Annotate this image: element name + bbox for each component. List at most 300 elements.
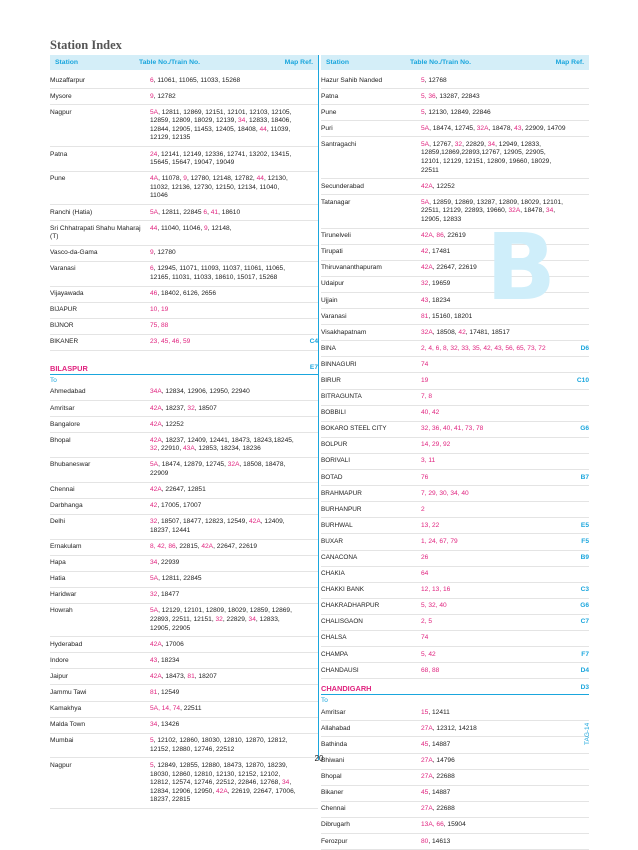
train-numbers: , 12549 [157, 688, 180, 696]
station-row [321, 631, 589, 647]
train-numbers: , 18473, [161, 672, 188, 680]
station-name: Visakhapatnam [321, 328, 367, 336]
station-name: Patna [321, 92, 339, 100]
map-ref [298, 461, 318, 478]
map-ref: C10 [576, 376, 589, 384]
map-ref: F7 [581, 650, 589, 658]
station-name: BINNAGURI [321, 360, 357, 368]
train-numbers: , 12782 [153, 92, 176, 100]
station-name: Sri Chhatrapati Shahu Maharaj (T) [50, 224, 141, 241]
station-name: CHALSA [321, 634, 347, 642]
table-train-numbers [421, 393, 569, 402]
table-number: 1, 24, 67, 79 [421, 537, 458, 545]
table-number: 32 [150, 518, 158, 526]
station-name: Amritsar [50, 404, 75, 412]
station-name: BRAHMAPUR [321, 489, 362, 497]
table-train-numbers [421, 345, 569, 354]
table-number: 42 [421, 248, 429, 256]
map-ref [298, 575, 318, 584]
table-train-numbers [421, 506, 569, 515]
map-ref [569, 264, 589, 273]
train-numbers: , 22647, 22619 [432, 264, 477, 272]
station-row [50, 303, 318, 319]
station-name: Kamakhya [50, 705, 82, 713]
map-ref [298, 486, 318, 495]
train-numbers: , 22909, 14709 [521, 124, 566, 132]
station-row [321, 786, 589, 802]
table-number: 45 [421, 789, 429, 797]
table-number: 34 [150, 559, 158, 567]
table-number: 27A [421, 805, 433, 813]
map-ref [569, 141, 589, 175]
table-train-numbers [421, 570, 569, 579]
station-row [50, 433, 318, 458]
table-train-numbers [150, 249, 298, 258]
table-train-numbers [421, 361, 569, 370]
table-number: 5 [421, 108, 425, 116]
station-row [50, 718, 318, 734]
table-number: 43A [183, 445, 195, 453]
station-name: Bathinda [321, 740, 348, 748]
table-number: 10, 19 [150, 306, 169, 314]
table-train-numbers [421, 667, 569, 676]
station-row [321, 73, 589, 89]
table-number: 46 [150, 290, 158, 298]
table-number: 32 [454, 140, 463, 148]
station-row [50, 287, 318, 303]
table-number: 2, 5 [421, 618, 432, 626]
table-train-numbers [421, 805, 569, 814]
station-row [50, 515, 318, 540]
table-train-numbers [150, 486, 298, 495]
station-name: BINA [321, 344, 336, 352]
map-ref [569, 248, 589, 257]
table-number: 41 [210, 208, 219, 216]
table-train-numbers [150, 737, 298, 754]
station-row [50, 669, 318, 685]
table-number: 4A [150, 175, 159, 183]
table-train-numbers [421, 773, 569, 782]
station-name: Jammu Tawi [50, 688, 87, 696]
map-ref [569, 313, 589, 322]
train-numbers: , 22619 [443, 232, 466, 240]
map-ref [569, 634, 589, 643]
map-ref [298, 249, 318, 258]
table-train-numbers [421, 741, 569, 750]
map-ref [569, 329, 589, 338]
map-ref: D6 [580, 344, 589, 352]
map-ref [569, 361, 589, 370]
station-row [50, 262, 318, 287]
map-ref [298, 421, 318, 430]
station-row [321, 502, 589, 518]
table-train-numbers [421, 125, 569, 134]
station-name: Chennai [50, 486, 75, 494]
map-ref [298, 721, 318, 730]
station-name: CHALISGAON [321, 618, 363, 626]
station-row [321, 834, 589, 850]
column-divider [318, 55, 319, 760]
train-numbers: , 17481 [428, 248, 451, 256]
map-ref [569, 280, 589, 289]
table-number: 15 [421, 708, 429, 716]
train-numbers: , 22939 [157, 559, 180, 567]
train-numbers: , 12833, 18406, 12844, 12905, 11453, 12405, 18408, [150, 117, 292, 133]
station-row [321, 406, 589, 422]
map-ref: C3 [580, 586, 589, 594]
map-ref: F5 [581, 537, 589, 545]
table-train-numbers [150, 543, 298, 552]
station-row [321, 341, 589, 357]
station-name: Varanasi [321, 312, 347, 320]
table-train-numbers [421, 709, 569, 718]
map-ref [298, 290, 318, 299]
station-row [321, 438, 589, 454]
table-train-numbers [150, 151, 298, 168]
map-ref [298, 109, 318, 143]
heading-station-name: CHANDIGARH [321, 684, 372, 694]
table-number: 5A [150, 461, 159, 469]
train-numbers: , 11078, [158, 175, 184, 183]
station-name: Puri [321, 124, 333, 132]
train-numbers: , 12312, 14218 [432, 724, 477, 732]
train-numbers: , 18478, [520, 207, 546, 215]
table-train-numbers [150, 306, 298, 315]
table-number: 43 [514, 124, 522, 132]
table-number: 32 [215, 615, 223, 623]
column-header [321, 55, 589, 70]
map-ref [298, 209, 318, 218]
train-numbers: , 15160, 18201 [428, 312, 473, 320]
station-list-left [50, 73, 318, 809]
table-number: 5A [150, 575, 159, 583]
table-train-numbers [421, 329, 569, 338]
table-number: 5A [421, 140, 430, 148]
table-train-numbers [150, 225, 298, 242]
map-ref [569, 232, 589, 241]
map-ref [569, 297, 589, 306]
map-ref [298, 591, 318, 600]
table-train-numbers [150, 689, 298, 698]
table-number: 42A [150, 486, 162, 494]
train-numbers: , 18610 [218, 208, 241, 216]
station-name: BIKANER [50, 338, 79, 346]
page-tag: TAG-14 [584, 722, 591, 745]
station-row [321, 121, 589, 137]
station-name: Pune [321, 108, 337, 116]
map-ref [569, 125, 589, 134]
station-row [50, 89, 318, 105]
map-ref [298, 762, 318, 805]
train-numbers: , 15904 [443, 821, 466, 829]
right-column [321, 55, 589, 850]
train-numbers: , 12252 [161, 420, 184, 428]
table-number: 6 [150, 265, 154, 273]
station-name: Tirunelveli [321, 232, 351, 240]
station-name: Patna [50, 150, 68, 158]
map-ref [298, 657, 318, 666]
table-number: 27A [421, 757, 433, 765]
station-name: Hapa [50, 559, 66, 567]
table-train-numbers [421, 109, 569, 118]
table-train-numbers [421, 651, 569, 660]
header-table: Table No./Train No. [139, 59, 201, 66]
station-row [50, 319, 318, 335]
train-numbers: , 14796 [432, 757, 455, 765]
train-numbers: , 18474, 12745, [429, 124, 477, 132]
station-row [321, 486, 589, 502]
map-ref: E7 [309, 363, 318, 371]
left-column [50, 55, 318, 809]
train-numbers: , 12767, [429, 140, 455, 148]
train-numbers: , 19659 [428, 280, 451, 288]
map-ref [569, 457, 589, 466]
train-numbers: , 18234 [157, 656, 180, 664]
page-title: Station Index [50, 38, 122, 52]
train-numbers: , 22647, 22619 [213, 543, 258, 550]
table-train-numbers [421, 538, 569, 547]
train-numbers: , 12811, 22845 [158, 208, 204, 216]
train-numbers: , 11039, 12129, 12135 [150, 125, 291, 142]
table-number: 5A [150, 607, 159, 615]
table-number: 32 [150, 445, 158, 453]
station-row [50, 205, 318, 221]
map-ref [298, 689, 318, 698]
table-number: 14, 29, 92 [421, 441, 451, 449]
table-number: 42A [421, 182, 433, 190]
train-numbers: , 11061, 11065, 11033, 15268 [153, 76, 241, 84]
table-number: 9 [204, 224, 208, 232]
map-ref [298, 306, 318, 315]
station-name: Secunderabad [321, 182, 364, 190]
map-ref [569, 821, 589, 830]
table-number: 42A [216, 787, 228, 795]
table-train-numbers [150, 437, 298, 454]
table-number: 42A [150, 404, 162, 412]
train-numbers: , 17005, 17007 [157, 502, 202, 510]
table-number: 5 [421, 76, 425, 84]
station-name: BUXAR [321, 537, 344, 545]
map-ref [569, 805, 589, 814]
train-numbers: , 22829, [222, 615, 249, 623]
map-ref [569, 183, 589, 192]
table-number: 9 [183, 175, 187, 183]
station-name: CHANDAUSI [321, 666, 359, 674]
train-numbers: , 12780 [153, 249, 176, 257]
header-map-ref: Map Ref. [284, 59, 313, 66]
table-number: 9 [150, 92, 154, 100]
table-number: 44 [259, 125, 267, 133]
table-train-numbers [421, 602, 569, 611]
table-number: 5 [150, 761, 154, 769]
station-row [321, 534, 589, 550]
table-number: 7, 29, 30, 34, 40 [421, 489, 469, 497]
train-numbers: , 13426 [157, 721, 180, 729]
map-ref [298, 607, 318, 633]
train-numbers: , 18237, [161, 404, 188, 412]
table-train-numbers [421, 441, 569, 450]
station-row [321, 373, 589, 389]
table-number: 81 [421, 312, 429, 320]
station-heading [50, 359, 318, 375]
table-train-numbers [150, 338, 298, 347]
table-number: 40, 42 [421, 409, 440, 417]
station-name: BOBBILI [321, 409, 346, 417]
station-row [50, 458, 318, 483]
table-number: 76 [421, 473, 429, 481]
station-row [321, 518, 589, 534]
station-row [50, 221, 318, 246]
map-ref: G6 [580, 602, 589, 610]
map-ref [569, 199, 589, 225]
station-row [321, 770, 589, 786]
table-number: 42A [421, 264, 433, 272]
station-row [50, 556, 318, 572]
station-row [321, 599, 589, 615]
train-numbers: , 12945, 11071, 11093, 11037, 11061, 11065, 12165, 11031, 11033, 18610, 15017, 15268 [150, 265, 286, 281]
table-train-numbers [150, 388, 298, 397]
train-numbers: , 18237, 12409, 12441, 18473, 18243,18245, [161, 436, 294, 444]
station-row [321, 663, 589, 679]
station-name: Nagpur [50, 761, 72, 769]
table-number: 42 [150, 502, 158, 510]
map-ref [298, 518, 318, 535]
station-row [50, 147, 318, 172]
station-row [50, 417, 318, 433]
table-number: 26 [421, 554, 429, 561]
station-row [321, 615, 589, 631]
map-ref [298, 559, 318, 568]
station-name: CANACONA [321, 554, 358, 561]
table-train-numbers [150, 559, 298, 568]
heading-station-name: BILASPUR [50, 363, 88, 373]
table-train-numbers [421, 838, 569, 847]
train-numbers: , 12130, 11032, 12136, 12730, 12150, 12134, 11040, 11046 [150, 175, 288, 200]
train-numbers: , 22829, [462, 140, 488, 148]
map-ref: E5 [580, 521, 589, 529]
station-name: BIRUR [321, 376, 341, 384]
station-row [321, 647, 589, 663]
map-ref [569, 789, 589, 798]
train-numbers: , 14887 [428, 789, 451, 797]
train-numbers: , 18508, [432, 328, 459, 336]
station-name: Bikaner [321, 789, 344, 797]
table-train-numbers [150, 641, 298, 650]
table-number: 27A [421, 773, 433, 781]
map-ref [298, 93, 318, 102]
station-name: Hatia [50, 575, 66, 583]
train-numbers: , 22688 [432, 805, 455, 813]
station-row [321, 357, 589, 373]
table-number: 13A, 66 [421, 821, 444, 829]
train-numbers: , 18474, 12879, 12745, [158, 461, 228, 469]
station-name: BIJAPUR [50, 306, 77, 314]
destinations-label: To [50, 376, 57, 384]
map-ref [298, 543, 318, 552]
map-ref [569, 393, 589, 402]
table-train-numbers [421, 618, 569, 627]
table-number: 9 [150, 249, 154, 257]
station-name: BOKARO STEEL CITY [321, 425, 387, 433]
map-ref [298, 641, 318, 650]
table-train-numbers [421, 457, 569, 466]
map-ref [298, 705, 318, 714]
table-train-numbers [421, 425, 569, 434]
table-number: 32A [508, 207, 521, 215]
station-name: Dibrugarh [321, 821, 350, 829]
table-number: 34 [545, 207, 554, 215]
table-train-numbers [150, 322, 298, 331]
table-number: 13, 22 [421, 521, 440, 529]
station-name: BITRAGUNTA [321, 393, 362, 401]
station-row [50, 335, 318, 351]
station-name: Tirupati [321, 248, 343, 256]
train-numbers: , 22511 [180, 705, 202, 713]
table-number: 75, 88 [150, 322, 169, 330]
station-row [321, 721, 589, 737]
station-name: Delhi [50, 518, 66, 526]
map-ref [298, 437, 318, 454]
map-ref [569, 570, 589, 579]
table-number: 64 [421, 570, 429, 578]
column-header [50, 55, 318, 70]
train-numbers: , [207, 208, 211, 216]
map-ref [569, 77, 589, 86]
station-row [50, 685, 318, 701]
station-row [321, 325, 589, 341]
table-number: 34 [248, 615, 256, 623]
table-train-numbers [421, 474, 569, 483]
station-name: Allahabad [321, 724, 351, 732]
table-number: 5A [421, 198, 430, 206]
header-station: Station [326, 59, 350, 66]
table-train-numbers [421, 93, 569, 102]
map-ref [569, 838, 589, 847]
table-train-numbers [150, 265, 298, 282]
table-number: 42 [458, 328, 466, 336]
station-name: Haridwar [50, 591, 77, 599]
station-name: Varanasi [50, 265, 76, 273]
station-name: CHAKRADHARPUR [321, 602, 380, 610]
station-row [321, 470, 589, 486]
table-number: 12, 13, 16 [421, 586, 451, 594]
station-name: Bhubaneswar [50, 461, 91, 469]
table-train-numbers [150, 209, 298, 218]
station-name: Bhopal [50, 436, 71, 444]
station-name: Ranchi (Hatia) [50, 208, 93, 216]
station-row [50, 385, 318, 401]
table-number: 32A [227, 461, 240, 469]
map-ref [298, 225, 318, 242]
table-train-numbers [421, 490, 569, 499]
train-numbers: , 12834, 12906, 12950, 22940 [161, 388, 250, 396]
table-number: 32, 36, 40, 41, 73, 78 [421, 425, 484, 433]
station-name: Udaipur [321, 280, 345, 288]
map-ref [298, 737, 318, 754]
train-numbers: , 12949, 12833, 12859,12869,22893,12767, 12905, 22905, 12101, 12129, 12151, 12809, 19660, 18029, 22511 [421, 140, 552, 174]
station-row [50, 702, 318, 718]
station-name: BURHWAL [321, 521, 353, 529]
train-numbers: , 12148, [207, 224, 232, 232]
page-number: 20 [314, 754, 324, 763]
station-row [50, 572, 318, 588]
map-ref [298, 322, 318, 331]
station-name: Hyderabad [50, 640, 83, 648]
station-name: CHAKKI BANK [321, 586, 364, 594]
table-number: 74 [421, 360, 429, 368]
table-train-numbers [150, 721, 298, 730]
table-train-numbers [150, 421, 298, 430]
